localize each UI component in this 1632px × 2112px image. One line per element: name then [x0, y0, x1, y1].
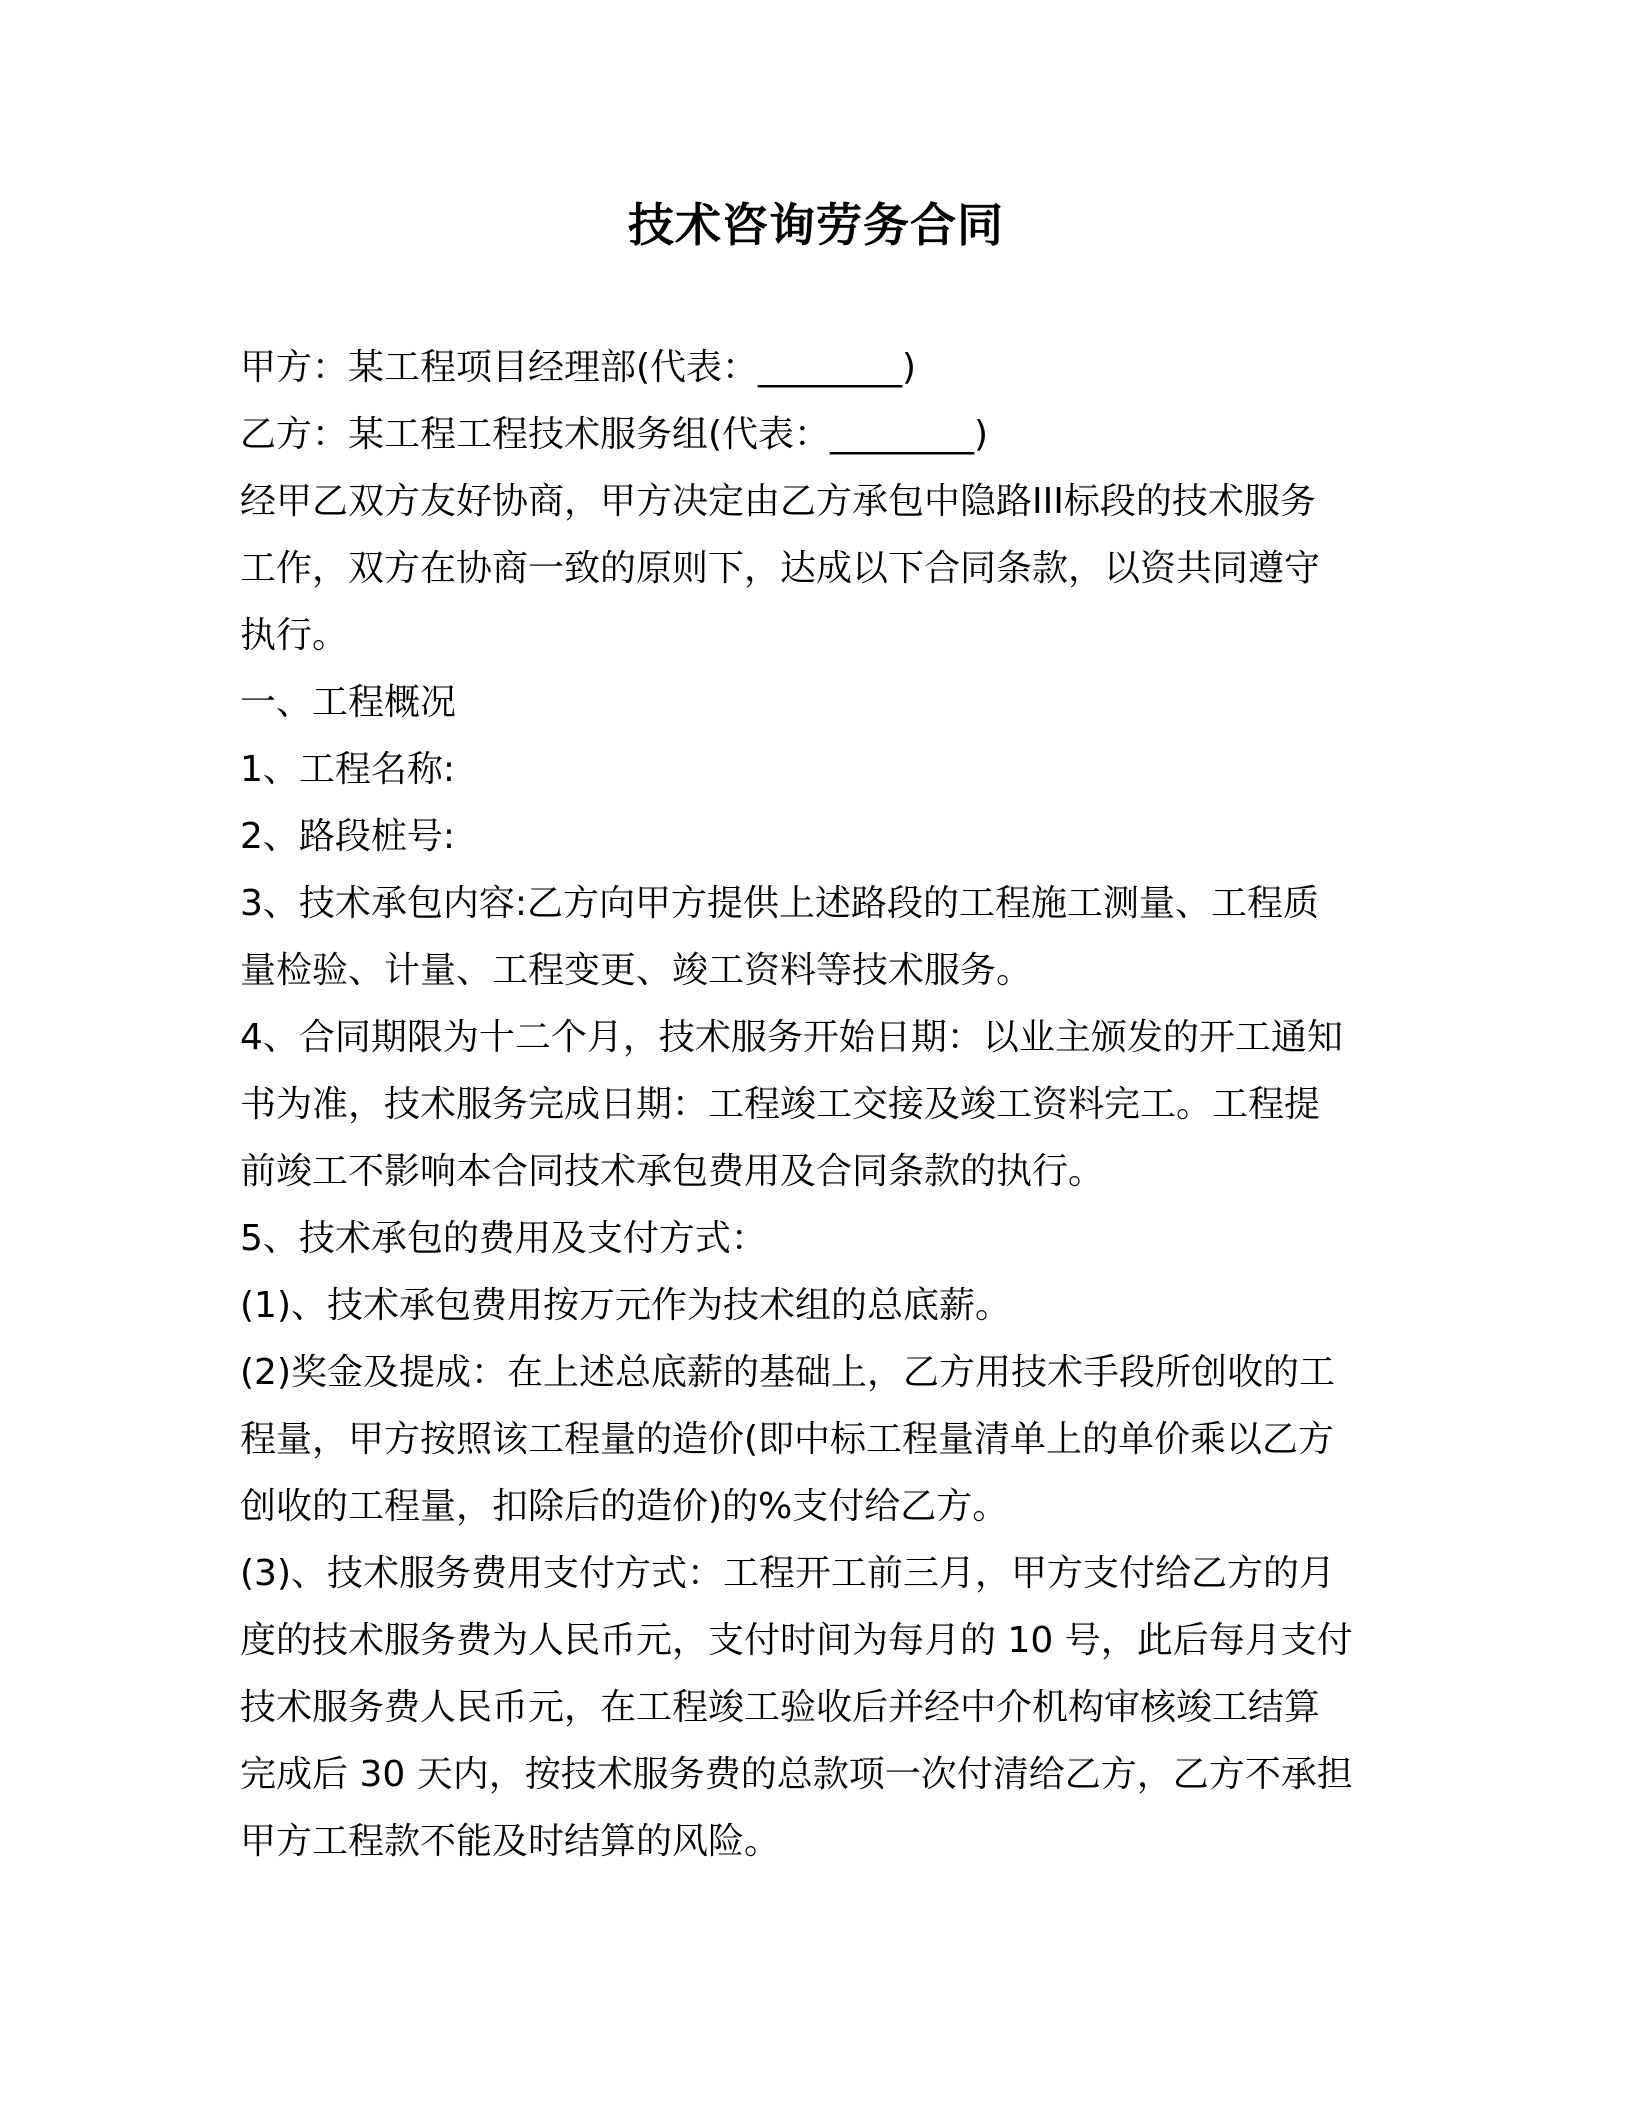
- clause-4-line-1: 4、合同期限为十二个月，技术服务开始日期：以业主颁发的开工通知: [240, 1017, 1343, 1058]
- subclause-1: (1)、技术承包费用按万元作为技术组的总底薪。: [240, 1285, 1011, 1326]
- party-a-line: 甲方：某工程项目经理部(代表：________): [240, 347, 917, 388]
- clause-3-line-1: 3、技术承包内容:乙方向甲方提供上述路段的工程施工测量、工程质: [240, 883, 1320, 924]
- clause-3-line-2: 量检验、计量、工程变更、竣工资料等技术服务。: [240, 950, 1033, 991]
- subclause-3-line-5: 甲方工程款不能及时结算的风险。: [240, 1821, 781, 1862]
- clause-1: 1、工程名称:: [240, 749, 456, 790]
- clause-2: 2、路段桩号:: [240, 816, 456, 857]
- subclause-3-line-2: 度的技术服务费为人民币元，支付时间为每月的 10 号，此后每月支付: [240, 1620, 1353, 1661]
- subclause-3-line-4: 完成后 30 天内，按技术服务费的总款项一次付清给乙方，乙方不承担: [240, 1754, 1353, 1795]
- clause-4-line-3: 前竣工不影响本合同技术承包费用及合同条款的执行。: [240, 1151, 1105, 1192]
- intro-line-2: 工作，双方在协商一致的原则下，达成以下合同条款，以资共同遵守: [240, 548, 1321, 589]
- subclause-2-line-2: 程量，甲方按照该工程量的造价(即中标工程量清单上的单价乘以乙方: [240, 1419, 1335, 1460]
- document-body: [240, 334, 1390, 1875]
- intro-line-1: 经甲乙双方友好协商，甲方决定由乙方承包中隐路III标段的技术服务: [240, 481, 1316, 522]
- section-heading: 一、工程概况: [240, 682, 457, 723]
- subclause-2-line-3: 创收的工程量，扣除后的造价)的%支付给乙方。: [240, 1486, 1009, 1527]
- subclause-3-line-1: (3)、技术服务费用支付方式：工程开工前三月，甲方支付给乙方的月: [240, 1553, 1335, 1594]
- document-title: 技术咨询劳务合同: [628, 198, 1004, 252]
- subclause-2-line-1: (2)奖金及提成：在上述总底薪的基础上，乙方用技术手段所创收的工: [240, 1352, 1335, 1393]
- clause-5: 5、技术承包的费用及支付方式：: [240, 1218, 767, 1259]
- subclause-3-line-3: 技术服务费人民币元，在工程竣工验收后并经中介机构审核竣工结算: [240, 1687, 1321, 1728]
- party-b-line: 乙方：某工程工程技术服务组(代表：________): [240, 414, 989, 455]
- clause-4-line-2: 书为准，技术服务完成日期：工程竣工交接及竣工资料完工。工程提: [240, 1084, 1321, 1125]
- intro-line-3: 执行。: [240, 615, 349, 656]
